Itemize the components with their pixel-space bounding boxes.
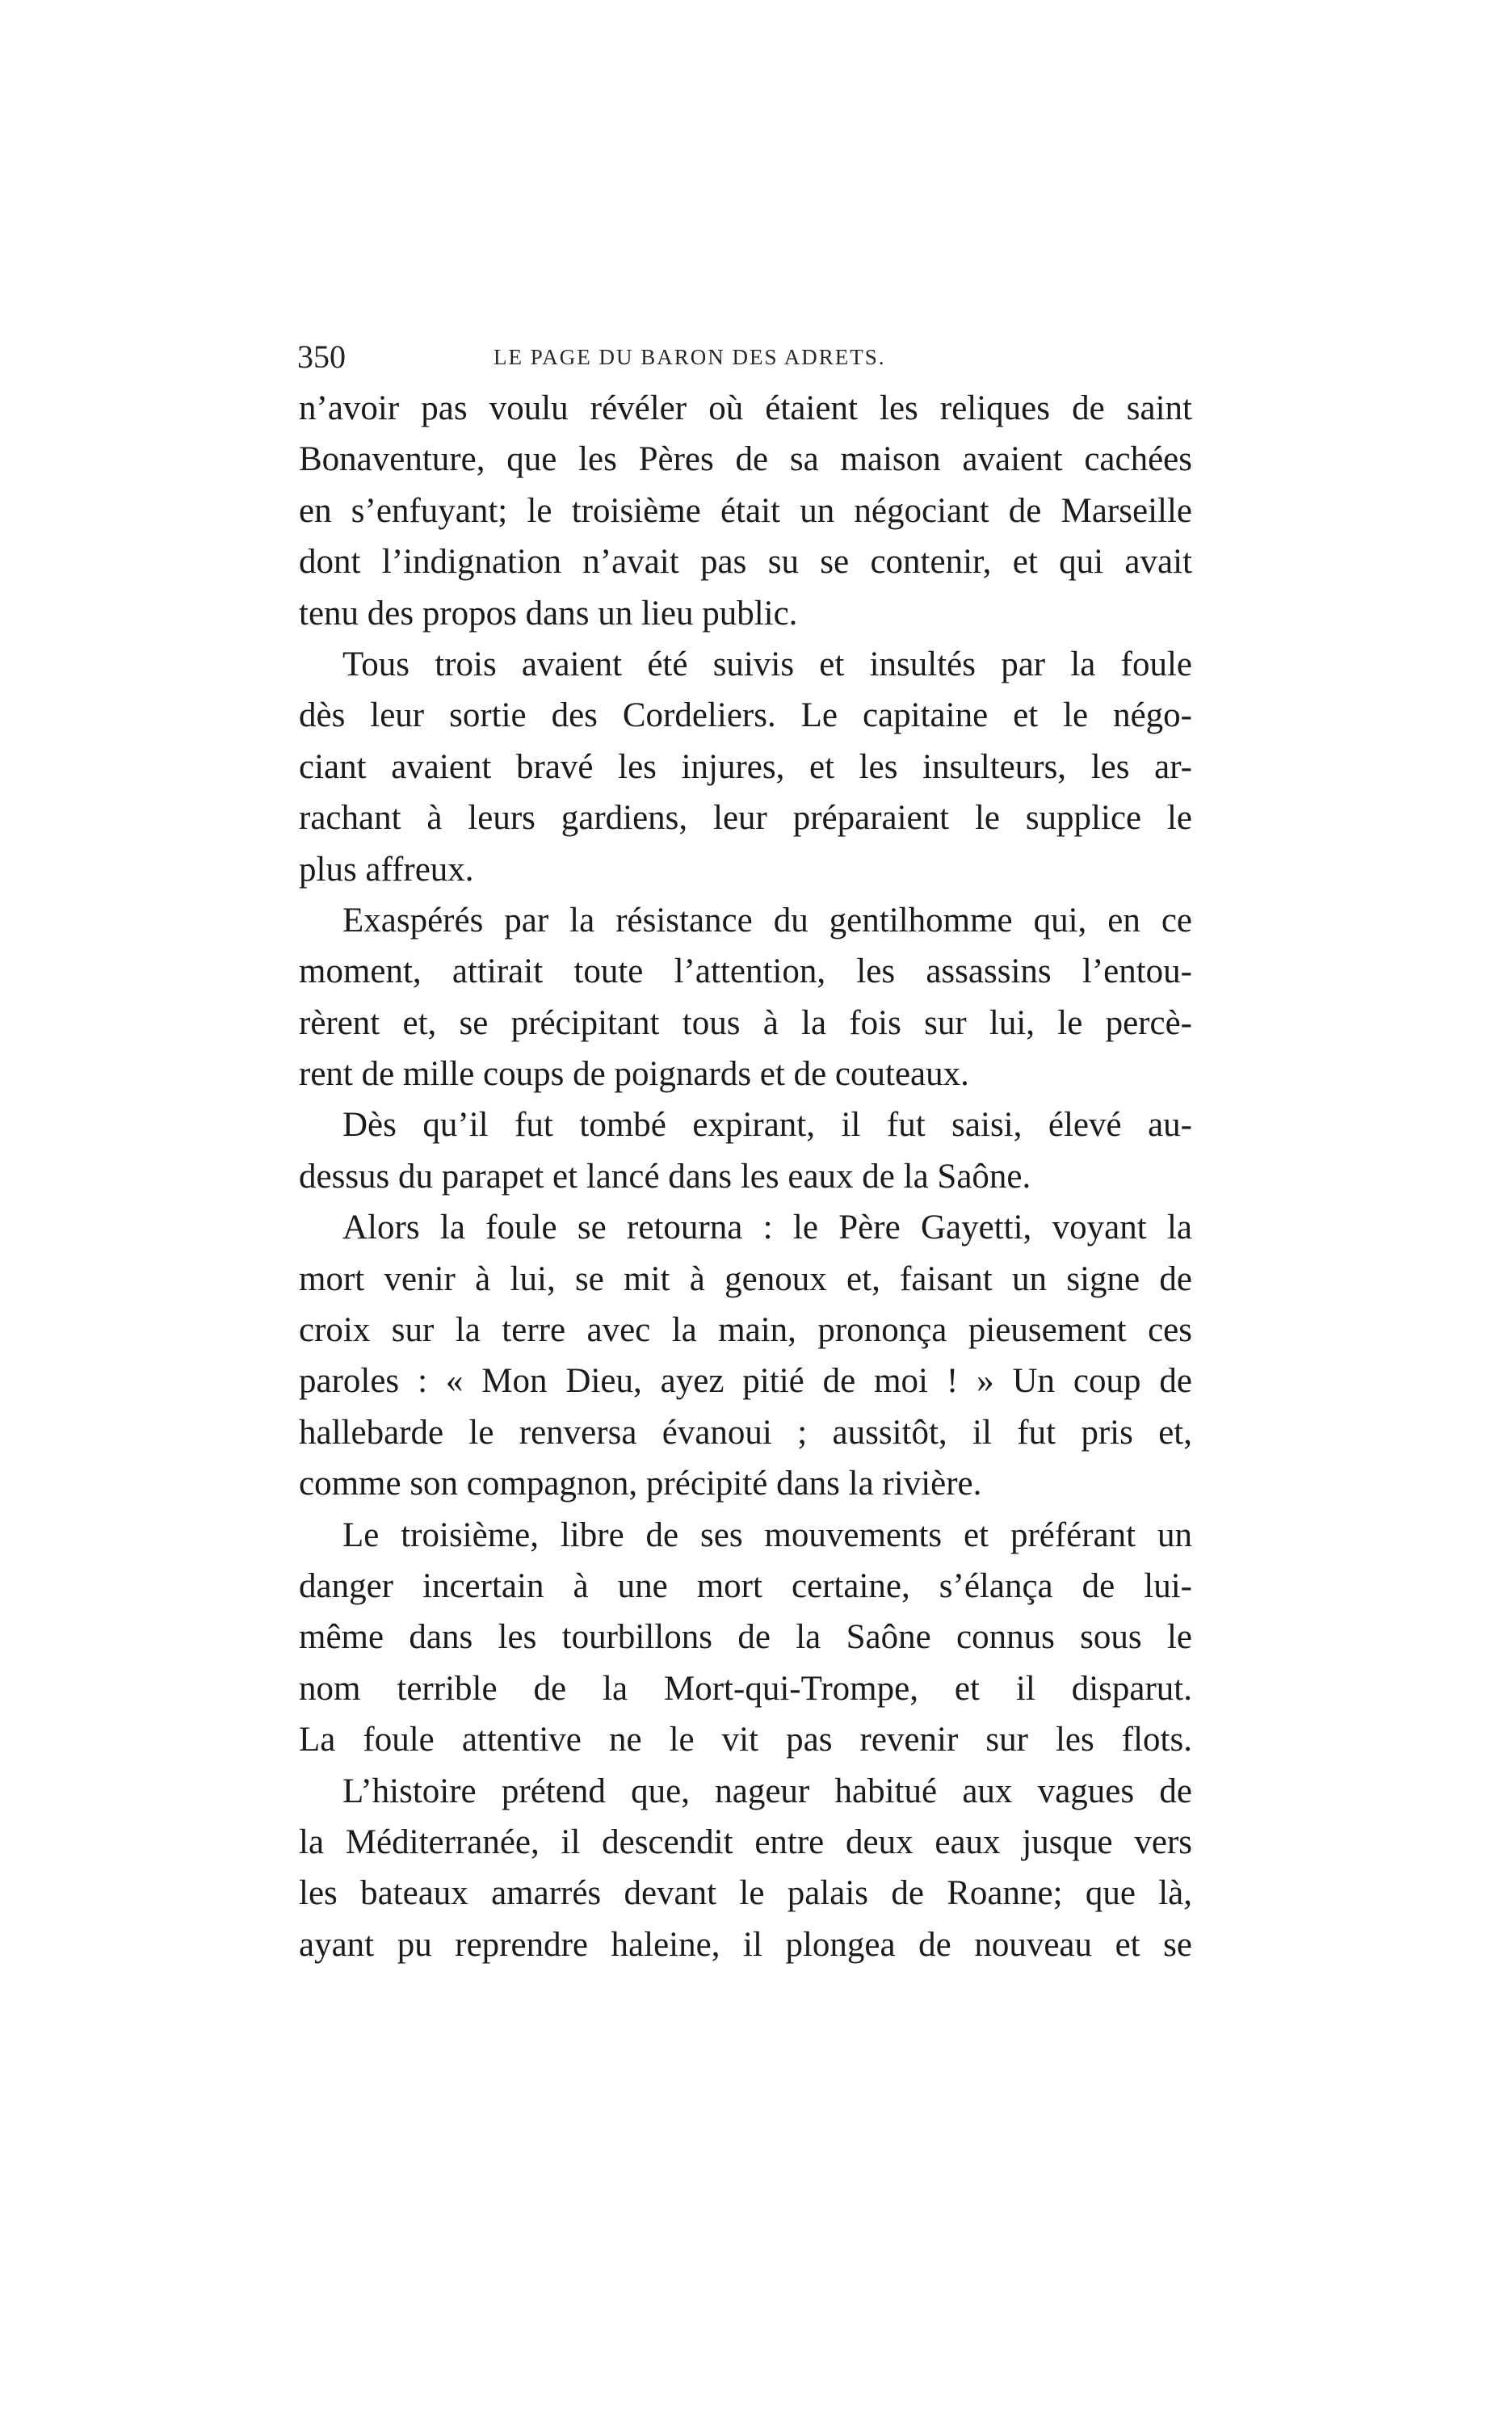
text-line: moment, attirait toute l’attention, les assassins l’entou- xyxy=(299,952,1192,991)
page-number: 350 xyxy=(297,338,346,375)
text-line: ayant pu reprendre haleine, il plongea de nouveau et se xyxy=(299,1925,1192,1964)
text-line: les bateaux amarrés devant le palais de Roanne; que là, xyxy=(299,1874,1192,1913)
paragraph xyxy=(299,1766,1192,1971)
body-text xyxy=(299,383,1192,1970)
text-line: dès leur sortie des Cordeliers. Le capitaine et le négo- xyxy=(299,696,1192,735)
text-line: la Méditerranée, il descendit entre deux eaux jusque vers xyxy=(299,1822,1192,1861)
text-line: Le troisième, libre de ses mouvements et préférant un xyxy=(342,1515,1192,1554)
text-line: Exaspérés par la résistance du gentilhomme qui, en ce xyxy=(342,901,1192,940)
text-line: Alors la foule se retourna : le Père Gayetti, voyant la xyxy=(342,1209,1192,1247)
text-line: Dès qu’il fut tombé expirant, il fut saisi, élevé au- xyxy=(342,1106,1192,1145)
text-line: dont l’indignation n’avait pas su se contenir, et qui avait xyxy=(299,543,1192,582)
paragraph xyxy=(299,1202,1192,1509)
text-line: en s’enfuyant; le troisième était un négociant de Marseille xyxy=(299,491,1192,530)
running-head xyxy=(297,333,1192,381)
running-title: LE PAGE DU BARON DES ADRETS. xyxy=(494,345,886,369)
text-line: dessus du parapet et lancé dans les eaux de la Saône. xyxy=(299,1157,1031,1196)
text-line: même dans les tourbillons de la Saône connus sous le xyxy=(299,1618,1192,1657)
text-line: plus affreux. xyxy=(299,850,474,889)
text-line: mort venir à lui, se mit à genoux et, faisant un signe de xyxy=(299,1259,1192,1298)
paragraph xyxy=(299,383,1192,639)
text-line: nom terrible de la Mort-qui-Trompe, et il disparut. xyxy=(299,1669,1192,1708)
text-line: La foule attentive ne le vit pas revenir sur les flots. xyxy=(299,1721,1192,1759)
text-line: n’avoir pas voulu révéler où étaient les reliques de saint xyxy=(299,389,1192,427)
text-line: L’histoire prétend que, nageur habitué aux vagues de xyxy=(342,1772,1192,1810)
text-line: rèrent et, se précipitant tous à la fois sur lui, le percè- xyxy=(299,1003,1192,1042)
paragraph xyxy=(299,895,1192,1100)
text-line: comme son compagnon, précipité dans la rivière. xyxy=(299,1465,982,1503)
text-line: rachant à leurs gardiens, leur préparaient le supplice le xyxy=(299,799,1192,838)
paragraph xyxy=(299,1099,1192,1202)
text-line: tenu des propos dans un lieu public. xyxy=(299,594,798,633)
text-line: Bonaventure, que les Pères de sa maison avaient cachées xyxy=(299,440,1192,479)
paragraph xyxy=(299,639,1192,895)
text-line: danger incertain à une mort certaine, s’élança de lui- xyxy=(299,1566,1192,1605)
text-line: ciant avaient bravé les injures, et les insulteurs, les ar- xyxy=(299,747,1192,786)
text-line: rent de mille coups de poignards et de couteaux. xyxy=(299,1055,969,1094)
text-line: Tous trois avaient été suivis et insultés par la foule xyxy=(342,645,1192,683)
text-line: hallebarde le renversa évanoui ; aussitôt, il fut pris et, xyxy=(299,1413,1192,1452)
paragraph xyxy=(299,1510,1192,1766)
text-line: croix sur la terre avec la main, prononça pieusement ces xyxy=(299,1311,1192,1350)
text-line: paroles : « Mon Dieu, ayez pitié de moi ! » Un coup de xyxy=(299,1362,1192,1401)
